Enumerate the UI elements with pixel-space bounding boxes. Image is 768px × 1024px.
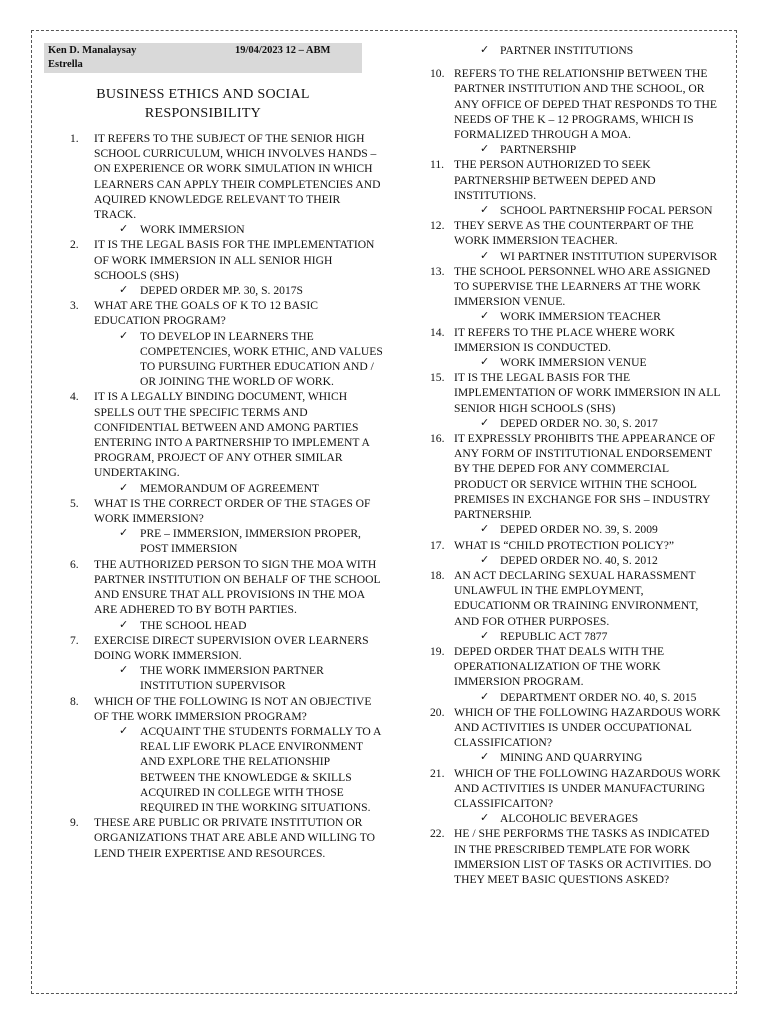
checkmark-icon: ✓	[480, 629, 490, 642]
question-number: 9.	[70, 816, 79, 830]
page-title: BUSINESS ETHICS AND SOCIAL RESPONSIBILITY	[96, 87, 310, 121]
question-text: WHICH OF THE FOLLOWING HAZARDOUS WORK AND ACTIVITIES IS UNDER OCCUPATIONAL CLASSIFICATION?	[454, 705, 721, 750]
question-item	[44, 389, 384, 495]
answer-item	[420, 43, 722, 58]
answer-item	[420, 355, 722, 370]
answer-text: WORK IMMERSION	[140, 223, 245, 237]
question-item	[420, 826, 722, 887]
question-item	[420, 538, 722, 568]
answer-item	[420, 142, 722, 157]
checkmark-icon: ✓	[480, 310, 490, 323]
answer-item	[44, 618, 384, 633]
question-number: 8.	[70, 694, 79, 708]
question	[44, 815, 384, 861]
question-number: 7.	[70, 633, 79, 647]
answer-item	[44, 329, 384, 390]
checkmark-icon: ✓	[480, 143, 490, 156]
question-item	[420, 264, 722, 325]
question	[44, 298, 384, 328]
question-number: 15.	[430, 371, 445, 385]
question	[420, 66, 722, 142]
question-item	[420, 157, 722, 218]
question-text: EXERCISE DIRECT SUPERVISION OVER LEARNERS DOING WORK IMMERSION.	[94, 633, 369, 662]
right-question-list	[420, 66, 722, 887]
question-item	[44, 694, 384, 816]
question-text: DEPED ORDER THAT DEALS WITH THE OPERATIONALIZATION OF THE WORK IMMERSION PROGRAM.	[454, 644, 665, 689]
question-item	[44, 496, 384, 557]
question-item	[44, 557, 384, 633]
question	[44, 389, 384, 480]
question-number: 5.	[70, 496, 79, 510]
document-page	[31, 30, 737, 994]
checkmark-icon: ✓	[119, 223, 129, 236]
checkmark-icon: ✓	[480, 249, 490, 262]
answer-item	[44, 222, 384, 237]
question	[420, 431, 722, 522]
answer-text: PARTNERSHIP	[500, 143, 577, 157]
answer-item	[44, 663, 384, 693]
answer-text: PRE – IMMERSION, IMMERSION PROPER, POST IMMERSION	[140, 527, 361, 556]
question-text: IT EXPRESSLY PROHIBITS THE APPEARANCE OF ANY FORM OF INSTITUTIONAL ENDORSEMENT BY THE DEPED FOR ANY COMMERCIAL PRODUCT OR SERVICE WITHIN THE SCHOOL PREMISES IN EXCHANGE FOR SHS – INDUSTRY PARTNERSHIP.	[454, 432, 716, 522]
checkmark-icon: ✓	[119, 724, 129, 737]
question-text: REFERS TO THE RELATIONSHIP BETWEEN THE PARTNER INSTITUTION AND THE SCHOOL, OR ANY OFFICE OF DEPED THAT RESPONDS TO THE NEEDS OF THE K – 12 PROGRAMS, WHICH IS FORMALIZED THROUGH A MOA.	[454, 67, 717, 142]
question-text: IT IS THE LEGAL BASIS FOR THE IMPLEMENTATION OF WORK IMMERSION IN ALL SENIOR HIGH SCHOOLS (SHS)	[94, 238, 375, 282]
question-number: 21.	[430, 766, 445, 780]
question-number: 3.	[70, 299, 79, 313]
question	[420, 538, 722, 553]
answer-item	[420, 309, 722, 324]
answer-text: DEPED ORDER NO. 30, S. 2017	[500, 416, 658, 430]
question-number: 22.	[430, 827, 445, 841]
question	[420, 705, 722, 751]
question-text: HE / SHE PERFORMS THE TASKS AS INDICATED IN THE PRESCRIBED TEMPLATE FOR WORK IMMERSION LIST OF TASKS OR ACTIVITIES. DO THEY MEET BASIC QUESTIONS ASKED?	[454, 827, 712, 886]
question-item	[44, 298, 384, 389]
answer-text: PARTNER INSTITUTIONS	[500, 44, 634, 57]
question-number: 6.	[70, 557, 79, 571]
question-text: THE SCHOOL PERSONNEL WHO ARE ASSIGNED TO SUPERVISE THE LEARNERS AT THE WORK IMMERSION VENUE.	[454, 264, 711, 309]
question-item	[420, 705, 722, 766]
left-question-list	[44, 131, 384, 861]
question	[420, 826, 722, 887]
question-number: 16.	[430, 432, 445, 446]
question-number: 20.	[430, 705, 445, 719]
question-item	[44, 633, 384, 694]
answer-text: THE WORK IMMERSION PARTNER INSTITUTION SUPERVISOR	[140, 664, 324, 693]
header-bar	[44, 43, 362, 73]
question	[44, 237, 384, 283]
checkmark-icon: ✓	[119, 481, 129, 494]
checkmark-icon: ✓	[480, 690, 490, 703]
question-number: 12.	[430, 219, 445, 233]
answer-text: SCHOOL PARTNERSHIP FOCAL PERSON	[500, 204, 713, 218]
question	[44, 694, 384, 724]
answer-item	[420, 203, 722, 218]
checkmark-icon: ✓	[119, 527, 129, 540]
checkmark-icon: ✓	[480, 44, 490, 56]
left-column	[44, 43, 384, 861]
date-section: 19/04/2023 12 – ABM	[235, 45, 331, 56]
question-item	[420, 66, 722, 157]
checkmark-icon: ✓	[480, 416, 490, 429]
answer-text: DEPED ORDER MP. 30, S. 2017S	[140, 284, 303, 298]
question-item	[420, 218, 722, 264]
checkmark-icon: ✓	[119, 664, 129, 677]
answer-text: WORK IMMERSION VENUE	[500, 356, 647, 370]
question-text: WHAT ARE THE GOALS OF K TO 12 BASIC EDUCATION PROGRAM?	[94, 299, 318, 328]
question-item	[420, 325, 722, 371]
checkmark-icon: ✓	[480, 523, 490, 536]
question-item	[420, 644, 722, 705]
right-column	[420, 43, 722, 887]
question-text: THEY SERVE AS THE COUNTERPART OF THE WORK IMMERSION TEACHER.	[454, 219, 694, 248]
checkmark-icon: ✓	[119, 284, 129, 297]
answer-item	[420, 553, 722, 568]
question	[420, 325, 722, 355]
answer-text: DEPED ORDER NO. 40, S. 2012	[500, 553, 658, 567]
question	[420, 568, 722, 629]
checkmark-icon: ✓	[119, 329, 129, 342]
question-item	[420, 766, 722, 827]
question	[420, 157, 722, 203]
question-item	[420, 431, 722, 537]
checkmark-icon: ✓	[480, 204, 490, 217]
question-number: 14.	[430, 325, 445, 339]
question-number: 13.	[430, 264, 445, 278]
answer-text: MINING AND QUARRYING	[500, 751, 643, 765]
answer-text: ACQUAINT THE STUDENTS FORMALLY TO A REAL LIF EWORK PLACE ENVIRONMENT AND EXPLORE THE RELATIONSHIP BETWEEN THE KNOWLEDGE & SKILLS ACQUIRED IN COLLEGE WITH THOSE REQUIRED IN THE WORKING SITUATIONS.	[140, 724, 381, 814]
question	[44, 496, 384, 526]
question-number: 18.	[430, 568, 445, 582]
question-text: IT IS A LEGALLY BINDING DOCUMENT, WHICH SPELLS OUT THE SPECIFIC TERMS AND CONFIDENTIAL BETWEEN AND AMONG PARTIES ENTERING INTO A PARTNERSHIP TO IMPLEMENT A PROGRAM, PROJECT OF ANY OTHER SIMILAR UNDERTAKING.	[94, 390, 370, 480]
answer-text: DEPED ORDER NO. 39, S. 2009	[500, 523, 658, 537]
answer-item	[420, 750, 722, 765]
question-item	[44, 131, 384, 237]
question	[420, 644, 722, 690]
checkmark-icon: ✓	[480, 751, 490, 764]
answer-text: DEPARTMENT ORDER NO. 40, S. 2015	[500, 690, 697, 704]
answer-text: REPUBLIC ACT 7877	[500, 629, 608, 643]
question-item	[420, 370, 722, 431]
question-number: 17.	[430, 538, 445, 552]
answer-item	[420, 629, 722, 644]
question	[420, 264, 722, 310]
question-number: 4.	[70, 390, 79, 404]
question-text: WHAT IS THE CORRECT ORDER OF THE STAGES OF WORK IMMERSION?	[94, 496, 371, 526]
answer-item	[420, 416, 722, 431]
question	[420, 370, 722, 416]
checkmark-icon: ✓	[480, 553, 490, 566]
question-number: 1.	[70, 132, 79, 145]
question-text: WHAT IS “CHILD PROTECTION POLICY?”	[454, 538, 675, 552]
student-name-cont: Estrella	[48, 59, 83, 70]
checkmark-icon: ✓	[480, 356, 490, 369]
student-name: Ken D. Manalaysay	[48, 45, 137, 56]
question-text: IT IS THE LEGAL BASIS FOR THE IMPLEMENTATION OF WORK IMMERSION IN ALL SENIOR HIGH SCHOOLS (SHS)	[454, 371, 721, 415]
question-number: 11.	[430, 158, 445, 172]
question-text: THE AUTHORIZED PERSON TO SIGN THE MOA WITH PARTNER INSTITUTION ON BEHALF OF THE SCHOOL AND ENSURE THAT ALL PROVISIONS IN THE MOA ARE ADHERED TO BY BOTH PARTIES.	[94, 557, 381, 617]
answer-item	[44, 481, 384, 496]
answer-item	[420, 690, 722, 705]
question	[420, 766, 722, 812]
question-item	[44, 237, 384, 298]
question	[420, 218, 722, 248]
answer-item	[44, 283, 384, 298]
question-text: THE PERSON AUTHORIZED TO SEEK PARTNERSHIP BETWEEN DEPED AND INSTITUTIONS.	[454, 158, 656, 202]
answer-item	[44, 526, 384, 556]
question-item	[420, 568, 722, 644]
answer-text: THE SCHOOL HEAD	[140, 618, 247, 632]
question-text: IT REFERS TO THE PLACE WHERE WORK IMMERSION IS CONDUCTED.	[454, 325, 675, 354]
question-text: WHICH OF THE FOLLOWING HAZARDOUS WORK AND ACTIVITIES IS UNDER MANUFACTURING CLASSIFICAITON?	[454, 766, 721, 810]
question-item	[44, 815, 384, 861]
question	[44, 131, 384, 222]
answer-text: ALCOHOLIC BEVERAGES	[500, 812, 639, 826]
question-text: AN ACT DECLARING SEXUAL HARASSMENT UNLAWFUL IN THE EMPLOYMENT, EDUCATIONM OR TRAINING ENVIRONMENT, AND FOR OTHER PURPOSES.	[454, 568, 699, 628]
question	[44, 633, 384, 663]
question-number: 2.	[70, 238, 79, 252]
answer-text: TO DEVELOP IN LEARNERS THE COMPETENCIES, WORK ETHIC, AND VALUES TO PURSUING FURTHER EDUCATION AND / OR JOINING THE WORLD OF WORK.	[140, 329, 383, 389]
question-text: WHICH OF THE FOLLOWING IS NOT AN OBJECTIVE OF THE WORK IMMERSION PROGRAM?	[94, 694, 372, 723]
answer-item	[420, 522, 722, 537]
question-text: THESE ARE PUBLIC OR PRIVATE INSTITUTION OR ORGANIZATIONS THAT ARE ABLE AND WILLING TO LEND THEIR EXPERTISE AND RESOURCES.	[94, 816, 376, 860]
answer-text: MEMORANDUM OF AGREEMENT	[140, 481, 320, 495]
checkmark-icon: ✓	[480, 812, 490, 825]
checkmark-icon: ✓	[119, 618, 129, 631]
question	[44, 557, 384, 618]
answer-text: WI PARTNER INSTITUTION SUPERVISOR	[500, 249, 718, 263]
answer-text: WORK IMMERSION TEACHER	[500, 310, 661, 324]
answer-item	[420, 811, 722, 826]
question-text: IT REFERS TO THE SUBJECT OF THE SENIOR HIGH SCHOOL CURRICULUM, WHICH INVOLVES HANDS – ON EXPERIENCE OR WORK SIMULATION IN WHICH LEARNERS CAN APPLY THEIR COMPLETENCIES AND AQUIRED KNOWLEDGE RELEVANT TO THEIR TRACK.	[94, 132, 381, 222]
answer-item	[44, 724, 384, 815]
question-number: 19.	[430, 644, 445, 658]
answer-item	[420, 249, 722, 264]
question-number: 10.	[430, 67, 445, 81]
